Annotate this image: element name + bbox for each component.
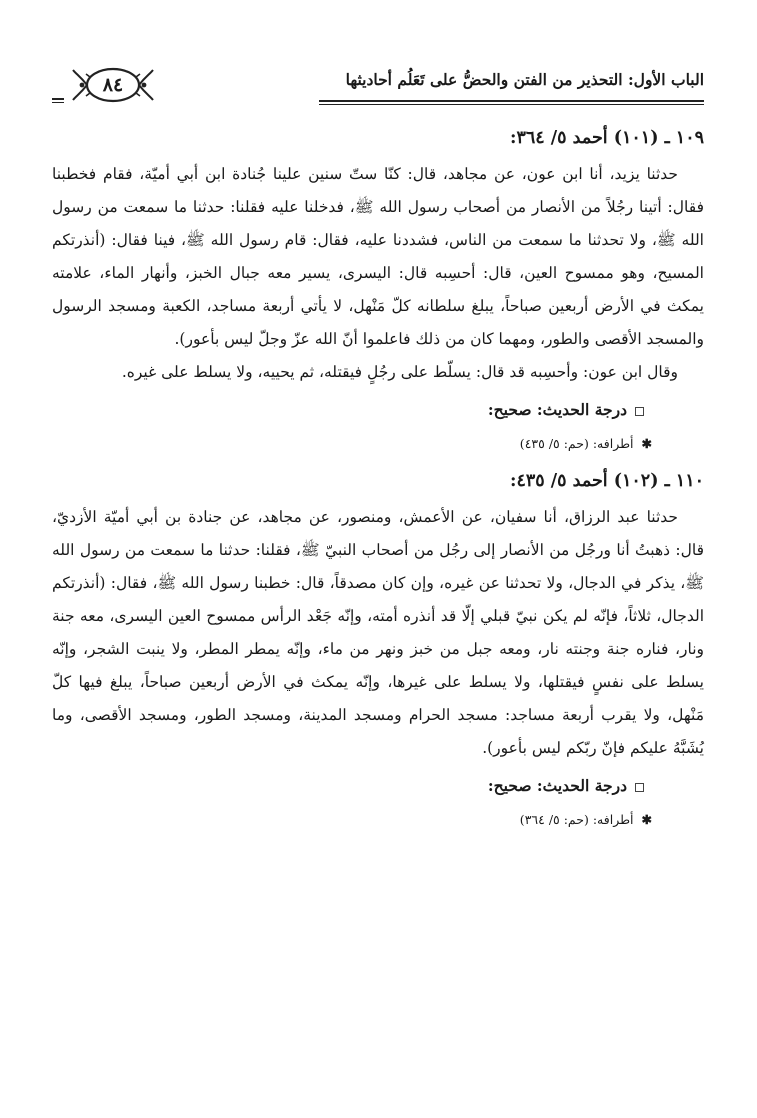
- hadith-grade: [52, 395, 644, 425]
- hadith-text: وقال ابن عون: وأحسِبه قد قال: يسلّط على رجُلٍ فيقتله، ثم يحييه، ولا يسلط على غيره.: [121, 363, 678, 381]
- hadith-grade: [52, 771, 644, 801]
- asterisk-icon: ✱: [641, 812, 652, 827]
- hadith-heading: ١٠٩ ـ (١٠١) أحمد ٥/ ٣٦٤:: [509, 128, 704, 148]
- hadith-heading: ١١٠ ـ (١٠٢) أحمد ٥/ ٤٣٥:: [509, 471, 704, 491]
- chapter-title: الباب الأول: التحذير من الفتن والحضُّ على تَعَلُم أحاديثها: [345, 70, 704, 89]
- hadith-text: حدثنا عبد الرزاق، أنا سفيان، عن الأعمش، ومنصور، عن مجاهد، عن جنادة بن أبي أميّة الأزديّ، قال: ذهبتُ أنا ورجُل من الأنصار إلى رجُل من أصحاب النبيّ ﷺ، فقلنا: حدثنا ما سمعت من رسول الله ﷺ، يذكر في الدجال، ولا تحدثنا عن غيره، وإن كان مصدقاً، قال: خطبنا رسول الله ﷺ، فقال: (أنذرتكم الدجال، ثلاثاً، فإنّه لم يكن نبيّ قبلي إلّا قد أنذره أمته، وإنّه جَعْد الرأس ممسوح العين اليسرى، معه جنة ونار، فناره جنة وجنته نار، ومعه جبل من خبز ونهر من ماء، وإنّه يمطر المطر، ولا ينبت الشجر، وإنّه يسلط على نفسٍ فيقتلها، ولا يسلط على غيرها، وإنّه يمكث في الأرض أربعين صباحاً، يبلغ فيها كلّ مَنْهل، ولا يقرب أربعة مساجد: مسجد الحرام ومسجد المدينة، ومسجد الطور، ومسجد الأقصى، وما يُشَبَّهُ عليكم فإنّ ربّكم ليس بأعور).: [52, 508, 704, 757]
- grade-label: درجة الحديث: صحيح:: [487, 776, 627, 795]
- square-bullet-icon: [635, 783, 644, 792]
- running-header: [52, 58, 704, 114]
- atraf-value: (حم: ٥/ ٣٦٤): [519, 812, 589, 827]
- header-rule-left: [52, 98, 64, 103]
- book-page: [52, 58, 704, 843]
- hadith-entry: [52, 471, 704, 833]
- hadith-text: حدثنا يزيد، أنا ابن عون، عن مجاهد، قال: كنّا ستّ سنين علينا جُنادة ابن أبي أميّة، فقام فخطبنا فقال: أتينا رجُلاً من الأنصار من أصحاب رسول الله ﷺ، فدخلنا عليه فقلنا: حدثنا ما سمعت من رسول الله ﷺ، ولا تحدثنا ما سمعت من الناس، فشددنا عليه، فقال: قام رسول الله ﷺ، فينا فقال: (أنذرتكم المسيح، وهو ممسوح العين، قال: أحسِبه قال: اليسرى، يسير معه جبال الخبز، وأنهار الماء، علامته يمكث في الأرض أربعين صباحاً، يبلغ سلطانه كلّ مَنْهل، لا يأتي أربعة مساجد، الكعبة ومسجد الرسول والمسجد الأقصى والطور، ومهما كان من ذلك فاعلموا أنّ الله عزّ وجلّ ليس بأعور).: [52, 165, 704, 348]
- asterisk-icon: ✱: [641, 436, 652, 451]
- hadith-entry: [52, 128, 704, 457]
- atraf-value: (حم: ٥/ ٤٣٥): [519, 436, 589, 451]
- header-rule: [319, 100, 704, 105]
- hadith-cross-references: [52, 431, 652, 457]
- page-number-ornament: [72, 64, 154, 106]
- square-bullet-icon: [635, 407, 644, 416]
- page-number: ٨٤: [102, 74, 124, 96]
- atraf-label: أطرافه:: [592, 812, 634, 827]
- atraf-label: أطرافه:: [592, 436, 634, 451]
- grade-label: درجة الحديث: صحيح:: [487, 400, 627, 419]
- hadith-cross-references: [52, 807, 652, 833]
